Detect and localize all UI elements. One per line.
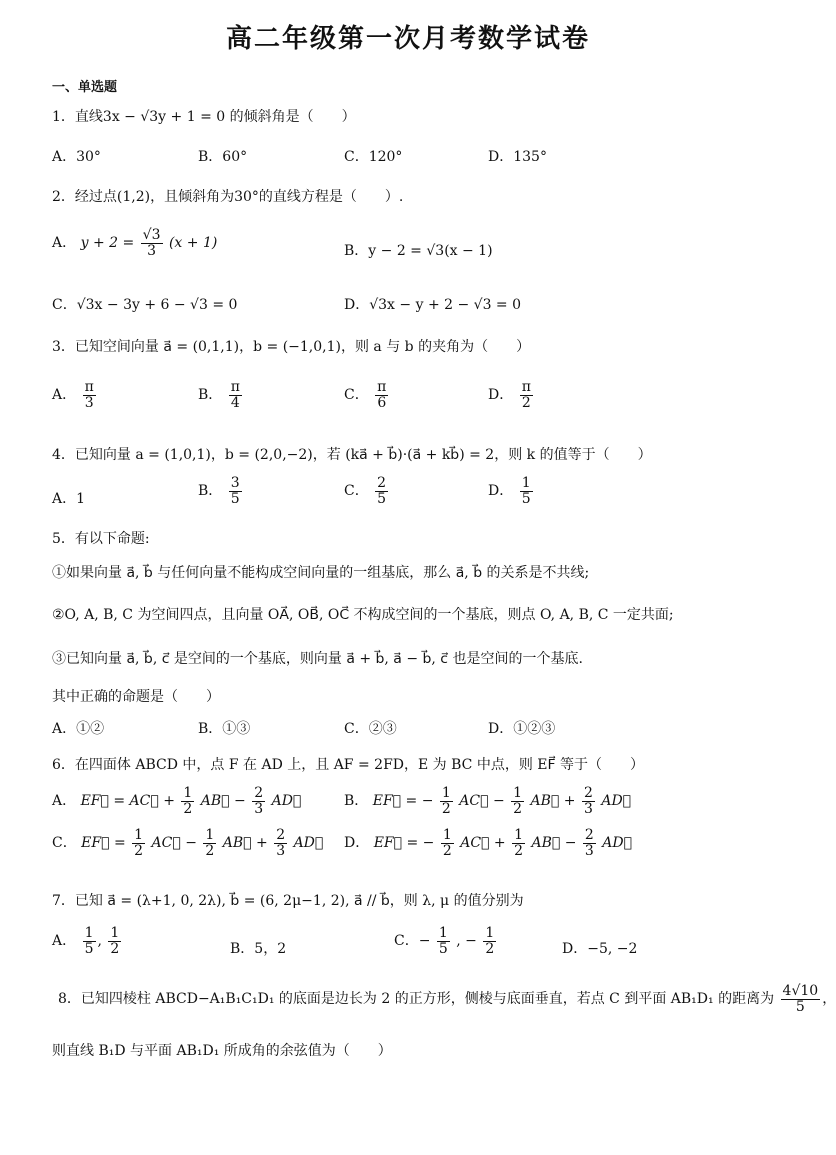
option-label: C． [52,835,77,852]
denominator: 3 [276,842,286,859]
fraction [520,380,533,410]
numerator: 1 [205,827,215,843]
q3-option-d [488,380,535,410]
fraction [203,828,216,858]
fraction [483,926,496,956]
question-4-stem: 4．已知向量 a = (1,0,1)，b = (2,0,−2)，若 (ka⃗ + b⃗)·(a⃗ + kb⃗) = 2，则 k 的值等于（ ） [52,447,652,463]
option-label: D． [488,483,514,500]
fraction [583,828,596,858]
numerator: 2 [584,827,594,843]
q3-option-b [198,380,244,410]
option-label: B． [344,793,369,810]
q5-option-c: C．②③ [344,721,397,737]
q8-stem-tail: ， [822,991,836,1008]
denominator: 5 [795,998,805,1015]
q5-option-a: A．①② [52,721,105,737]
denominator: 2 [521,394,531,411]
denominator: 6 [377,394,387,411]
q6-option-b [344,786,631,816]
numerator: 1 [514,827,523,843]
formula-part: EF⃗ = − [373,835,435,852]
q1-option-b: B．60° [198,149,248,165]
q7-option-c [394,926,498,956]
denominator: 2 [110,940,120,957]
fraction [440,786,453,816]
fraction [252,786,265,816]
formula-part: AC⃗ + [460,835,506,852]
option-label: D． [488,387,514,404]
numerator: 2 [254,785,264,801]
q6-option-d [344,828,632,858]
formula-part: EF⃗ = [81,835,126,852]
fraction [375,476,388,506]
numerator: π [521,379,531,395]
formula-part: AB⃗ − [531,835,577,852]
q5-statement-1: ①如果向量 a⃗, b⃗ 与任何向量不能构成空间向量的一组基底，那么 a⃗, b⃗ 的关系是不共线; [52,565,590,581]
denominator: 2 [134,842,144,859]
q6-option-a [52,786,301,816]
numerator: 4√10 [782,983,819,999]
q4-option-d [488,476,535,506]
question-1-stem: 1．直线3x − √3y + 1 = 0 的倾斜角是（ ） [52,109,356,125]
numerator: π [230,379,240,395]
numerator: π [377,379,387,395]
fraction [229,476,242,506]
q7-option-d: D．−5, −2 [562,941,638,957]
option-label: A． [52,793,77,810]
q3-option-a [52,380,98,410]
q6-option-c [52,828,323,858]
fraction [512,828,525,858]
fraction [181,786,194,816]
numerator: 1 [442,827,452,843]
q5-statement-3: ③已知向量 a⃗, b⃗, c⃗ 是空间的一个基底，则向量 a⃗ + b⃗, a⃗ − b⃗, c⃗ 也是空间的一个基底. [52,651,583,667]
fraction [274,828,287,858]
formula-part: AD⃗ [601,793,632,810]
denominator: 5 [377,490,387,507]
q7-option-a: A． $\frac{1}{5}$ , $\frac{1}{2}$ [52,925,120,957]
denominator: 3 [584,842,594,859]
option-label: C． [344,483,369,500]
question-5-stem: 5．有以下命题: [52,531,150,547]
denominator: 2 [183,800,193,817]
numerator: 1 [438,925,448,941]
formula-part: AD⃗ [602,835,633,852]
q3-option-c [344,380,390,410]
formula-part: AB⃗ + [222,835,268,852]
fraction [141,228,163,258]
numerator: 3 [230,475,240,491]
denominator: 2 [513,800,523,817]
q8-stem-text: 8．已知四棱柱 ABCD−A₁B₁C₁D₁ 的底面是边长为 2 的正方形，侧棱与底面垂直，若点 C 到平面 AB₁D₁ 的距离为 [58,991,775,1008]
formula-part: AD⃗ [271,793,302,810]
denominator: 3 [583,800,593,817]
fraction [441,828,454,858]
q2-option-a [52,228,217,258]
numerator: 2 [276,827,286,843]
q4-option-a: A．1 [52,491,86,507]
denominator: 3 [147,242,157,259]
question-6-stem: 6．在四面体 ABCD 中，点 F 在 AD 上，且 AF = 2FD，E 为 BC 中点，则 EF⃗ 等于（ ） [52,757,645,773]
question-2-stem: 2．经过点(1,2)，且倾斜角为30°的直线方程是（ ）. [52,189,404,205]
option-label: A． [52,235,77,252]
fraction [781,984,821,1014]
numerator: 1 [521,475,531,491]
q1-option-a: A．30° [52,149,101,165]
exam-title: 高二年级第一次月考数学试卷 [225,24,590,54]
option-label: C．− [394,933,431,950]
numerator: 1 [134,827,144,843]
q5-option-b: B．①③ [198,721,251,737]
formula-part: AD⃗ [293,835,324,852]
q4-option-c [344,476,390,506]
q5-question: 其中正确的命题是（ ） [52,689,220,705]
q5-option-d: D．①②③ [488,721,556,737]
q2-option-b: B．y − 2 = √3(x − 1) [344,243,493,259]
q8-line-2: 则直线 B₁D 与平面 AB₁D₁ 所成角的余弦值为（ ） [52,1043,392,1059]
numerator: 1 [485,925,495,941]
denominator: 4 [230,394,240,411]
question-3-stem: 3．已知空间向量 a⃗ = (0,1,1)，b = (−1,0,1)，则 a 与 b 的夹角为（ ） [52,339,531,355]
formula-part: AB⃗ − [200,793,246,810]
formula-lhs: y + 2 = [80,235,135,252]
denominator: 3 [84,394,94,411]
q1-option-d: D．135° [488,149,547,165]
formula-part: EF⃗ = AC⃗ + [80,793,175,810]
fraction [582,786,595,816]
option-label: A． [52,933,77,950]
denominator: 2 [514,842,523,859]
numerator: 1 [110,925,120,941]
denominator: 3 [254,800,264,817]
option-label: B． [198,387,223,404]
separator: , − [456,933,477,950]
numerator: 1 [183,785,193,801]
fraction [520,476,533,506]
fraction [375,380,388,410]
numerator: π [84,379,94,395]
formula-part: AC⃗ − [459,793,505,810]
fraction [511,786,524,816]
numerator: 1 [513,785,523,801]
formula-part: AC⃗ − [151,835,197,852]
fraction [83,380,96,410]
q2-option-c: C．√3x − 3y + 6 − √3 = 0 [52,297,238,313]
denominator: 5 [438,940,448,957]
formula-rhs: (x + 1) [168,235,218,252]
question-7-stem: 7．已知 a⃗ = (λ+1, 0, 2λ), b⃗ = (6, 2μ−1, 2), a⃗ // b⃗，则 λ, μ 的值分别为 [52,893,524,909]
fraction [437,926,450,956]
denominator: 5 [84,940,94,957]
option-label: A． [52,387,77,404]
option-label: D． [344,835,370,852]
question-8-stem [58,984,836,1014]
numerator: 1 [441,785,451,801]
numerator: √3 [142,227,161,243]
option-label: B． [198,483,223,500]
denominator: 2 [441,800,451,817]
q2-option-d: D．√3x − y + 2 − √3 = 0 [344,297,522,313]
fraction [132,828,145,858]
option-label: C． [344,387,369,404]
fraction [108,926,121,956]
denominator: 2 [205,842,215,859]
denominator: 2 [442,842,452,859]
q5-statement-2: ②O, A, B, C 为空间四点，且向量 OA⃗, OB⃗, OC⃗ 不构成空间的一个基底，则点 O, A, B, C 一定共面; [52,607,674,623]
denominator: 5 [521,490,531,507]
q7-option-b: B．5，2 [230,941,287,957]
q1-option-c: C．120° [344,149,403,165]
numerator: 1 [84,925,94,941]
fraction [83,926,96,956]
numerator: 2 [583,785,593,801]
q4-option-b [198,476,244,506]
denominator: 2 [485,940,495,957]
formula-part: EF⃗ = − [372,793,434,810]
numerator: 2 [377,475,387,491]
denominator: 5 [230,490,240,507]
formula-part: AB⃗ + [530,793,576,810]
fraction [229,380,242,410]
section-heading: 一、单选题 [52,80,118,95]
